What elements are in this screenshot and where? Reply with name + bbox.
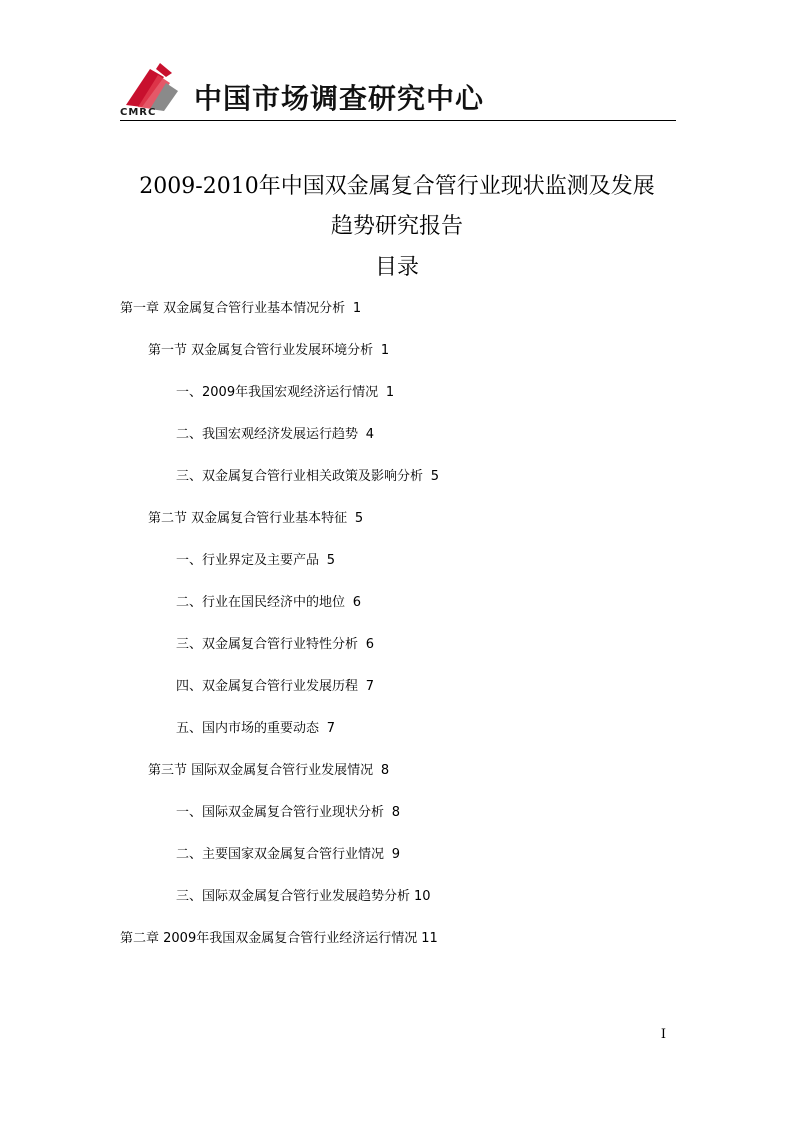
header-divider <box>120 120 676 121</box>
toc-entry-page: 11 <box>421 931 438 946</box>
toc-entry-page: 5 <box>326 553 336 568</box>
toc-entry-page: 5 <box>354 511 364 526</box>
page-number: I <box>660 1027 666 1042</box>
toc-entry-page: 6 <box>352 595 362 610</box>
toc-entry-label: 第一章 双金属复合管行业基本情况分析 <box>120 301 346 316</box>
toc-entry-page: 9 <box>391 847 401 862</box>
toc-entry-label: 一、国际双金属复合管行业现状分析 <box>176 805 385 820</box>
toc-entry-label: 二、主要国家双金属复合管行业情况 <box>176 847 385 862</box>
toc-entry-page: 1 <box>380 343 390 358</box>
toc-heading: 目录 <box>374 255 419 280</box>
toc-entry-page: 5 <box>430 469 440 484</box>
toc-entry-label: 二、我国宏观经济发展运行趋势 <box>176 427 359 442</box>
toc-entry-label: 第二章 2009年我国双金属复合管行业经济运行情况 <box>120 931 418 946</box>
report-title-line-2: 趋势研究报告 <box>330 214 463 239</box>
report-title-line-1: 2009-2010年中国双金属复合管行业现状监测及发展 <box>139 174 655 199</box>
toc-entry-label: 四、双金属复合管行业发展历程 <box>176 679 359 694</box>
toc-entry-page: 4 <box>365 427 375 442</box>
document-header <box>120 55 676 121</box>
organization-name: 中国市场调查研究中心 <box>194 82 485 115</box>
toc-entry-label: 三、双金属复合管行业特性分析 <box>176 637 359 652</box>
toc-entry-label: 第三节 国际双金属复合管行业发展情况 <box>148 763 374 778</box>
toc-entry-page: 1 <box>352 301 362 316</box>
toc-entry-label: 三、国际双金属复合管行业发展趋势分析 <box>176 889 411 904</box>
toc-entry-label: 一、2009年我国宏观经济运行情况 <box>176 385 379 400</box>
logo-text: CMRC <box>120 107 157 118</box>
toc-entry-label: 二、行业在国民经济中的地位 <box>176 595 346 610</box>
toc-entry-page: 1 <box>385 385 395 400</box>
toc-entry-label: 第二节 双金属复合管行业基本特征 <box>148 511 348 526</box>
toc-entry-page: 10 <box>414 889 431 904</box>
toc-entry-page: 7 <box>326 721 336 736</box>
toc-entry-label: 五、国内市场的重要动态 <box>176 721 320 736</box>
toc-entry-page: 6 <box>365 637 375 652</box>
toc-entry-label: 三、双金属复合管行业相关政策及影响分析 <box>176 469 424 484</box>
toc-entry-label: 第一节 双金属复合管行业发展环境分析 <box>148 343 374 358</box>
toc-entry-label: 一、行业界定及主要产品 <box>176 553 320 568</box>
toc-entry-page: 8 <box>391 805 401 820</box>
toc-entry-page: 8 <box>380 763 390 778</box>
toc-entry-page: 7 <box>365 679 375 694</box>
